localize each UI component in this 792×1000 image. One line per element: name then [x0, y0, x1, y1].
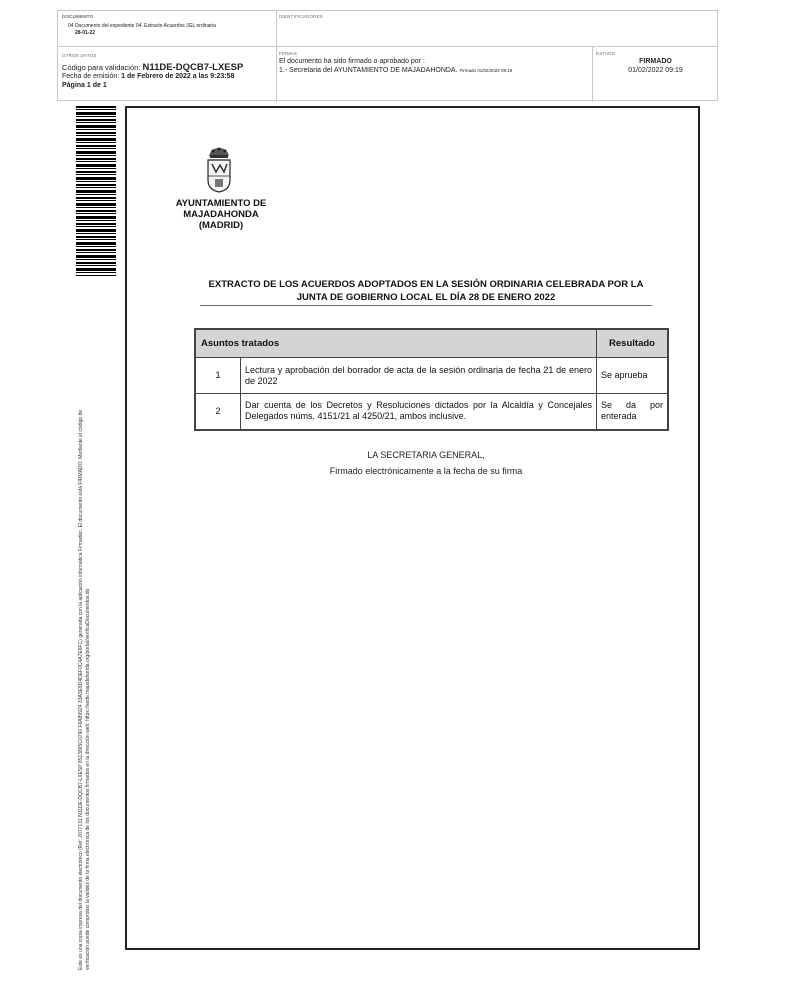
fecha-value: 1 de Febrero de 2022 a las 9:23:58 — [121, 73, 235, 80]
identificadores-caption: IDENTIFICADORES — [279, 14, 324, 19]
table-header-row — [195, 329, 668, 358]
validation-code — [62, 62, 243, 73]
side-text-line2: verificación puede comprobar la validez de la firma electrónica de los documentos firmados en la dirección web: https://sede.majadahonda.org/portal/verificaDocumentos.do — [85, 588, 91, 970]
header-divider — [276, 46, 277, 102]
org-line1: AYUNTAMIENTO DE — [175, 198, 267, 209]
organization-name — [166, 198, 276, 231]
coat-of-arms-logo — [203, 146, 235, 194]
codigo-label: Código para validación: — [62, 63, 141, 72]
estado-caption: ESTADO — [596, 51, 616, 56]
row-result: Se aprueba — [597, 358, 669, 394]
table-row — [195, 394, 668, 430]
side-text-line1: Este es una copia impresa del documento electrónico (Ref: 2077131 N11DE-DQCB7-LXESP 8513865C0790 F6A89924 33A3E9D4DEF0C4A7E6FC) generada con la aplicación informática Firmadoc. El documento está FIRMADO. Mediante el código de — [78, 409, 84, 970]
estado-value: FIRMADO — [639, 58, 672, 65]
signature-note: Firmado electrónicamente a la fecha de su firma — [329, 466, 523, 476]
documento-date: 28-01-22 — [75, 30, 96, 36]
otros-datos-caption: OTROS DATOS — [62, 53, 97, 58]
firma-date: Firmado 01/02/2022 09:19 — [459, 68, 513, 73]
document-title: EXTRACTO DE LOS ACUERDOS ADOPTADOS EN LA SESIÓN ORDINARIA CELEBRADA POR LA JUNTA DE GOBIERNO LOCAL EL DÍA 28 DE ENERO 2022 — [200, 278, 652, 306]
row-number: 2 — [195, 394, 241, 430]
row-description: Lectura y aprobación del borrador de acta de la sesión ordinaria de fecha 21 de enero de 2022 — [241, 358, 597, 394]
row-result: Se da por enterada — [597, 394, 669, 430]
header-divider — [592, 46, 593, 102]
row-description: Dar cuenta de los Decretos y Resoluciones dictados por la Alcaldía y Concejales Delegados núms. 4151/21 al 4250/21, ambos inclusive. — [241, 394, 597, 430]
agreements-table — [194, 328, 669, 431]
emission-date — [62, 73, 234, 80]
document-metadata-header — [57, 10, 718, 101]
barcode — [76, 106, 116, 276]
header-divider — [276, 11, 277, 46]
document-page-frame — [125, 106, 700, 950]
row-number: 1 — [195, 358, 241, 394]
fecha-label: Fecha de emisión: — [62, 73, 120, 80]
firmas-line1: El documento ha sido firmado o aprobado por : — [279, 58, 425, 65]
documento-value: 04 Documento del expediente 04. Extracto Acuerdos JGL ordinaria — [68, 23, 216, 29]
table-row — [195, 358, 668, 394]
documento-caption: DOCUMENTO — [62, 14, 94, 19]
header-result: Resultado — [597, 329, 669, 358]
estado-date: 01/02/2022 09:19 — [628, 67, 683, 74]
header-divider — [58, 46, 717, 47]
codigo-value: N11DE-DQCB7-LXESP — [142, 62, 244, 73]
header-subjects: Asuntos tratados — [195, 329, 597, 358]
org-line3: (MADRID) — [198, 220, 244, 231]
verification-side-text — [78, 300, 92, 970]
signature-role: LA SECRETARIA GENERAL, — [367, 450, 485, 460]
firmas-line2 — [279, 67, 512, 74]
page-count: Página 1 de 1 — [62, 82, 107, 89]
org-line2: MAJADAHONDA — [183, 209, 259, 220]
firmante: 1.- Secretaria del AYUNTAMIENTO DE MAJADAHONDA. — [279, 67, 458, 74]
firmas-caption: FIRMAS — [279, 51, 298, 56]
